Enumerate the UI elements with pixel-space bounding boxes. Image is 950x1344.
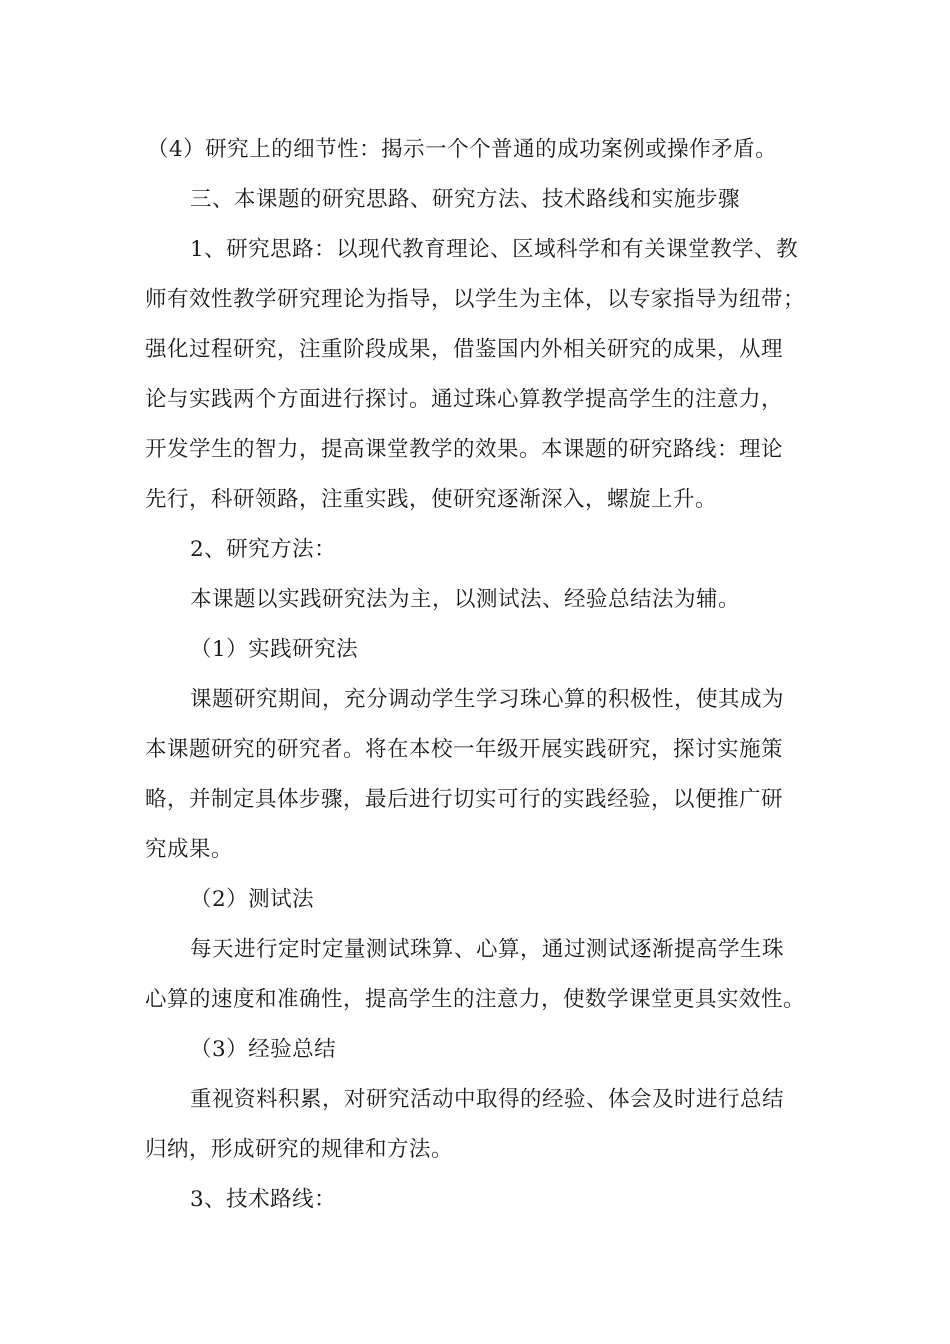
text-line: 强化过程研究，注重阶段成果，借鉴国内外相关研究的成果，从理 (145, 337, 784, 362)
text-line: 每天进行定时定量测试珠算、心算，通过测试逐渐提高学生珠 (190, 937, 785, 962)
text-line: 重视资料积累，对研究活动中取得的经验、体会及时进行总结 (190, 1087, 785, 1112)
subsection-heading: 3、技术路线： (190, 1187, 337, 1212)
method-heading: （2）测试法 (190, 887, 315, 912)
text-line: 先行，科研领路，注重实践，使研究逐渐深入，螺旋上升。 (145, 487, 718, 512)
method-heading: （1）实践研究法 (190, 637, 359, 662)
text-line: 开发学生的智力，提高课堂教学的效果。本课题的研究路线：理论 (145, 437, 784, 462)
text-line: 归纳，形成研究的规律和方法。 (145, 1137, 454, 1162)
subsection-heading: 2、研究方法： (190, 537, 337, 562)
text-line: 心算的速度和准确性，提高学生的注意力，使数学课堂更具实效性。 (145, 987, 806, 1012)
text-line: 论与实践两个方面进行探讨。通过珠心算教学提高学生的注意力， (145, 387, 784, 412)
text-line: 究成果。 (145, 837, 234, 862)
text-line: 本课题以实践研究法为主，以测试法、经验总结法为辅。 (190, 587, 741, 612)
text-line: （4）研究上的细节性：揭示一个个普通的成功案例或操作矛盾。 (147, 137, 778, 162)
text-line: 略，并制定具体步骤，最后进行切实可行的实践经验，以便推广研 (145, 787, 784, 812)
text-line: 本课题研究的研究者。将在本校一年级开展实践研究，探讨实施策 (145, 737, 784, 762)
text-line: 师有效性教学研究理论为指导，以学生为主体，以专家指导为纽带； (145, 287, 806, 312)
method-heading: （3）经验总结 (190, 1037, 337, 1062)
text-line: 课题研究期间，充分调动学生学习珠心算的积极性，使其成为 (190, 687, 785, 712)
text-line: 1、研究思路：以现代教育理论、区域科学和有关课堂教学、教 (190, 237, 799, 262)
section-heading: 三、本课题的研究思路、研究方法、技术路线和实施步骤 (190, 187, 741, 212)
